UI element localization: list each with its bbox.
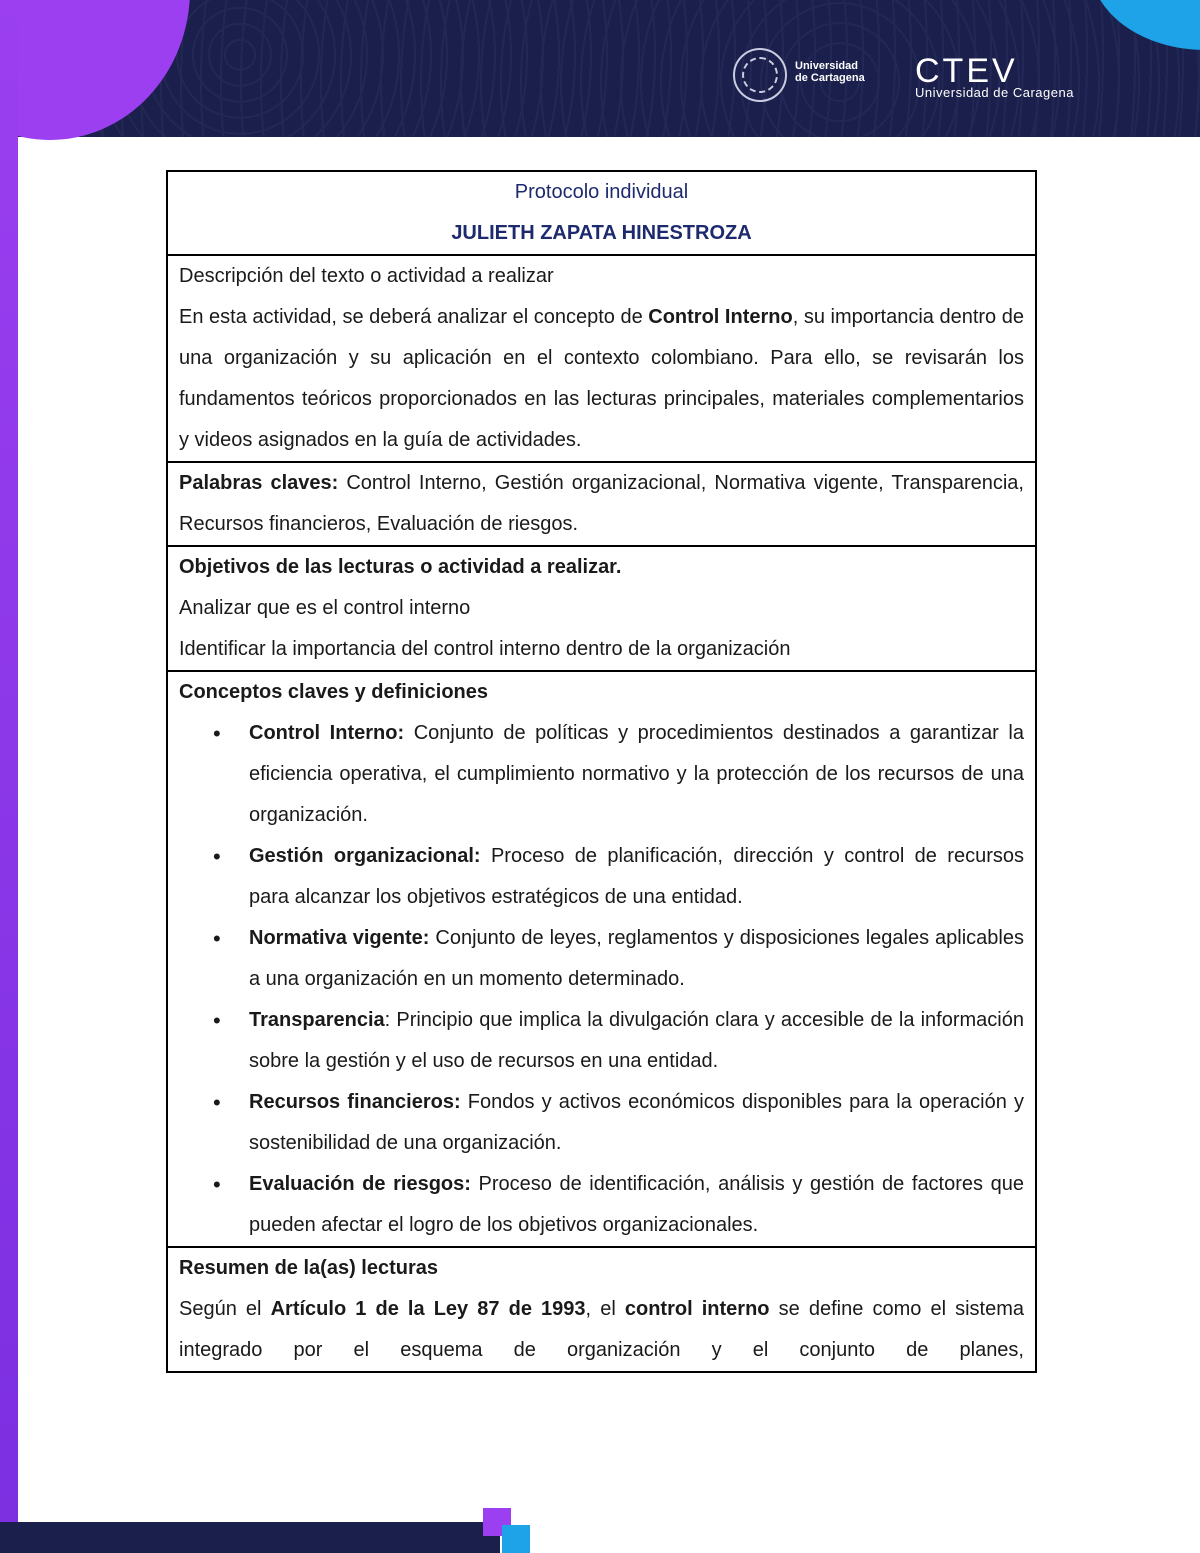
list-item: • Evaluación de riesgos: Proceso de identificación, análisis y gestión de factores que pueden afectar el logro de los objetivos organizacionales. (249, 1164, 1024, 1246)
objective-item: Identificar la importancia del control interno dentro de la organización (179, 638, 791, 660)
keywords-label: Palabras claves: (179, 472, 347, 494)
universidad-cartagena-logo (733, 48, 865, 102)
document-author: JULIETH ZAPATA HINESTROZA (451, 222, 752, 244)
list-item: • Control Interno: Conjunto de políticas y procedimientos destinados a garantizar la eficiencia operativa, el cumplimiento normativo y la protección de los recursos de una organización. (249, 713, 1024, 836)
list-item: • Transparencia: Principio que implica la divulgación clara y accesible de la información sobre la gestión y el uso de recursos en una entidad. (249, 1000, 1024, 1082)
header-cell (167, 171, 1036, 255)
keywords-cell (167, 462, 1036, 546)
keywords-text: Control Interno, Gestión organizacional, Normativa vigente, Transparencia, Recursos financieros, Evaluación de riesgos. (179, 472, 1024, 535)
ctev-logo (915, 52, 1074, 100)
university-seal-icon (733, 48, 787, 102)
objectives-cell (167, 546, 1036, 671)
description-label: Descripción del texto o actividad a realizar (179, 265, 554, 287)
footer-bar (0, 1522, 500, 1553)
header-row (167, 171, 1036, 255)
objective-item: Analizar que es el control interno (179, 597, 471, 619)
blue-square-decoration (502, 1525, 530, 1553)
objectives-row (167, 546, 1036, 671)
description-paragraph: En esta actividad, se deberá analizar el concepto de Control Interno, su importancia dentro de una organización y su aplicación en el contexto colombiano. Para ello, se revisarán los fundamentos teóricos proporcionados en las lecturas principales, materiales complementarios y videos asignados en la guía de actividades. (179, 306, 1024, 451)
list-item: • Normativa vigente: Conjunto de leyes, reglamentos y disposiciones legales aplicables a una organización en un momento determinado. (249, 918, 1024, 1000)
list-item: • Recursos financieros: Fondos y activos económicos disponibles para la operación y sostenibilidad de una organización. (249, 1082, 1024, 1164)
concepts-label: Conceptos claves y definiciones (179, 681, 488, 703)
summary-cell (167, 1247, 1036, 1372)
protocol-table (166, 170, 1037, 1373)
ctev-logo-name: CTEV (915, 52, 1018, 90)
description-cell (167, 255, 1036, 462)
document-title: Protocolo individual (514, 181, 689, 203)
ctev-logo-subtitle: Universidad de Caragena (915, 85, 1074, 100)
concepts-row (167, 671, 1036, 1247)
keywords-row (167, 462, 1036, 546)
summary-label: Resumen de la(as) lecturas (179, 1257, 438, 1279)
list-item: • Gestión organizacional: Proceso de planificación, dirección y control de recursos para alcanzar los objetivos estratégicos de una entidad. (249, 836, 1024, 918)
description-row (167, 255, 1036, 462)
summary-paragraph: Según el Artículo 1 de la Ley 87 de 1993, el control interno se define como el sistema integrado por el esquema de organización y el conjunto de planes, (179, 1298, 1025, 1361)
concepts-list (179, 713, 1024, 1246)
uc-logo-line1: Universidad (795, 60, 858, 72)
uc-logo-line2: de Cartagena (795, 72, 865, 84)
objectives-label: Objetivos de las lecturas o actividad a realizar. (179, 556, 622, 578)
summary-row (167, 1247, 1036, 1372)
left-stripe (0, 0, 18, 1553)
concepts-cell (167, 671, 1036, 1247)
description-bold-term: Control Interno (648, 306, 793, 328)
